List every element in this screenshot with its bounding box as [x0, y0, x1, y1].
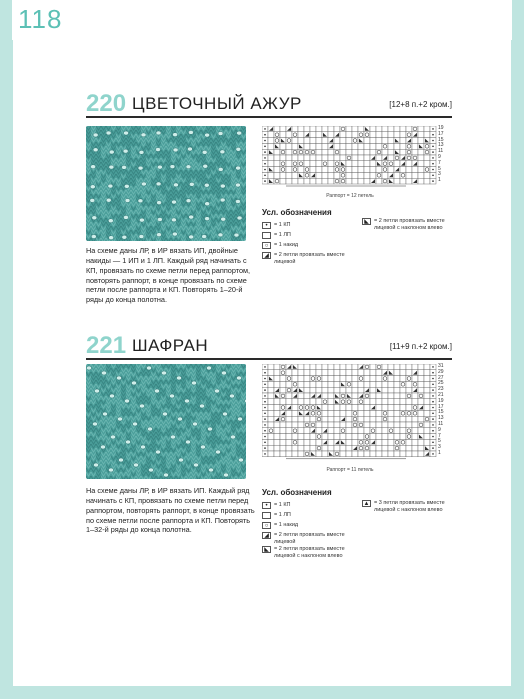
- row-number: 9: [438, 426, 441, 433]
- legend-text: = 1 КП: [274, 502, 291, 508]
- repeat-caption: Раппорт = 11 петель: [326, 467, 374, 473]
- pattern-section-221: [86, 332, 452, 596]
- row-number: 25: [438, 380, 444, 387]
- row-number: 23: [438, 386, 444, 393]
- legend-item: [262, 522, 352, 529]
- row-number: 7: [438, 432, 441, 439]
- knit-stitch-icon: [262, 232, 271, 239]
- row-number: 19: [438, 397, 444, 404]
- row-number: 1: [438, 177, 441, 184]
- pattern-title: ЦВЕТОЧНЫЙ АЖУР: [132, 94, 302, 113]
- row-number: 3: [438, 444, 441, 451]
- pattern-title: ШАФРАН: [132, 336, 209, 355]
- chart-row-numbers: [438, 126, 444, 184]
- row-number: 17: [438, 403, 444, 410]
- legend-text: = 2 петли провязать вместе лицевой: [274, 532, 345, 545]
- legend-text: = 2 петли провязать вместе лицевой с наклоном влево: [274, 546, 345, 559]
- legend-text: = 1 ЛП: [274, 512, 291, 518]
- row-number: 27: [438, 374, 444, 381]
- legend-item: [262, 242, 352, 249]
- pattern-description: На схеме даны ЛР, в ИР вязать ИП, двойные накиды — 1 ИП и 1 ЛП. Каждый ряд начинать с КП, провязать по схеме петли перед раппортом, повторять раппорт, в конце провязать по схеме петли после раппорта и КП. Повторять 1–20-й ряды до конца полотна.: [86, 246, 251, 305]
- row-number: 5: [438, 438, 441, 445]
- row-number: 3: [438, 171, 441, 178]
- pattern-number: 220: [86, 90, 127, 117]
- k2tog-icon: ◢: [262, 252, 271, 259]
- edge-stitch-icon: •: [262, 502, 271, 509]
- knitted-swatch-photo: [86, 364, 246, 479]
- pattern-number: 221: [86, 332, 127, 359]
- sk2p-icon: ▲: [363, 501, 370, 507]
- right-decorative-band: [512, 0, 524, 699]
- chart-grid: [262, 126, 438, 188]
- pattern-stitch-spec: [12+8 п.+2 кром.]: [389, 100, 452, 109]
- knitted-swatch-photo: [86, 126, 246, 241]
- row-number: 11: [438, 148, 444, 155]
- row-number: 1: [438, 449, 441, 456]
- knit-stitch-icon: [262, 512, 271, 519]
- pattern-description: На схеме даны ЛР, в ИР вязать ИП. Каждый ряд начинать с КП, провязать по схеме петли перед раппортом, повторять раппорт, в конце провязать по схеме петли после раппорта и КП. Повторять 1–32-й ряды до конца полотна.: [86, 486, 255, 535]
- row-number: 11: [438, 420, 444, 427]
- repeat-caption: Раппорт = 12 петель: [326, 193, 374, 199]
- bottom-decorative-band: [0, 687, 524, 699]
- row-number: 15: [438, 409, 444, 416]
- legend-item: [262, 532, 352, 545]
- knitting-chart: [262, 126, 438, 199]
- legend-text: = 3 петли провязать вместе лицевой с наклоном влево: [374, 500, 445, 513]
- legend-item: [362, 500, 452, 513]
- legend-item: [262, 222, 352, 229]
- pattern-section-220: [86, 90, 452, 324]
- pattern-header: [86, 332, 452, 360]
- legend-item: [262, 502, 352, 509]
- left-decorative-band: [0, 0, 12, 699]
- row-number: 13: [438, 142, 444, 149]
- ssk-icon: ◣: [362, 218, 371, 225]
- legend-item: [362, 218, 452, 231]
- legend-item: [262, 252, 352, 265]
- yarn-over-icon: ○: [262, 522, 271, 529]
- row-number: 7: [438, 159, 441, 166]
- legend-title: Усл. обозначения: [262, 488, 332, 497]
- chart-grid: [262, 364, 438, 462]
- yarn-over-icon: ○: [262, 242, 271, 249]
- row-number: 13: [438, 415, 444, 422]
- k2tog-icon: ◢: [262, 532, 271, 539]
- row-number: 19: [438, 125, 444, 131]
- ssk-icon: ◣: [262, 546, 271, 553]
- edge-stitch-icon: •: [262, 222, 271, 229]
- legend-item: [262, 546, 352, 559]
- row-number: 31: [438, 363, 444, 369]
- legend-text: = 1 накид: [274, 522, 299, 528]
- pattern-header: [86, 90, 452, 118]
- legend-text: = 2 петли провязать вместе лицевой с наклоном влево: [374, 218, 445, 231]
- chart-row-numbers: [438, 364, 444, 457]
- row-number: 29: [438, 368, 444, 375]
- knitting-chart: [262, 364, 438, 474]
- legend-title: Усл. обозначения: [262, 208, 332, 217]
- legend-text: = 1 ЛП: [274, 232, 291, 238]
- legend-text: = 2 петли провязать вместе лицевой: [274, 252, 345, 265]
- pattern-stitch-spec: [11+9 п.+2 кром.]: [389, 342, 452, 351]
- row-number: 21: [438, 391, 444, 398]
- row-number: 15: [438, 136, 444, 143]
- row-number: 5: [438, 165, 441, 172]
- legend-item: [262, 512, 352, 519]
- legend-text: = 1 накид: [274, 242, 299, 248]
- legend-text: = 1 КП: [274, 222, 291, 228]
- row-number: 17: [438, 130, 444, 137]
- row-number: 9: [438, 153, 441, 160]
- legend-item: [262, 232, 352, 239]
- page-number: 118: [18, 4, 63, 34]
